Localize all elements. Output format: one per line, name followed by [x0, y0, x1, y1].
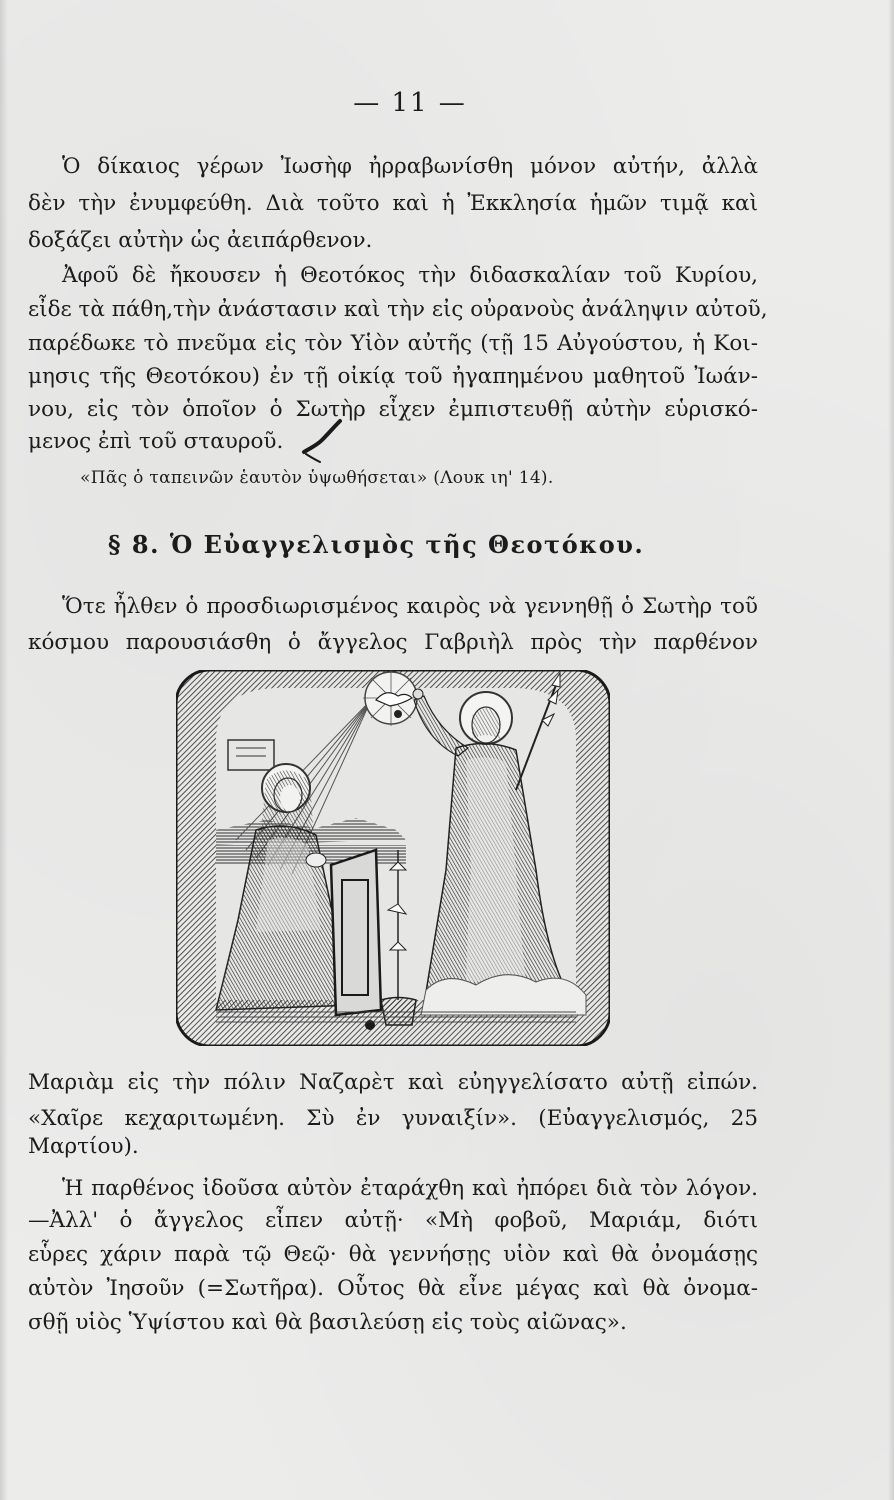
paragraph-2-line-1: Ἀφοῦ δὲ ἤκουσεν ἡ Θεοτόκος τὴν διδασκαλίαν τοῦ Κυρίου, — [62, 263, 758, 288]
paragraph-1-line-1: Ὁ δίκαιος γέρων Ἰωσὴφ ἠρραβωνίσθη μόνον αὐτήν, ἀλλὰ — [62, 154, 758, 179]
page-edge-right — [888, 0, 894, 1500]
section-heading: § 8. Ὁ Εὐαγγελισμὸς τῆς Θεοτόκου. — [108, 530, 645, 559]
paragraph-2-line-2: εἶδε τὰ πάθη,τὴν ἀνάστασιν καὶ τὴν εἰς οὐρανοὺς ἀνάληψιν αὐτοῦ, — [28, 297, 768, 322]
paragraph-3-line-1: Ὅτε ἦλθεν ὁ προσδιωρισμένος καιρὸς νὰ γεννηθῇ ὁ Σωτὴρ τοῦ — [62, 594, 758, 619]
page-edge-left — [0, 0, 8, 1500]
paragraph-2-line-4: μησις τῆς Θεοτόκου) ἐν τῇ οἰκίᾳ τοῦ ἠγαπημένου μαθητοῦ Ἰωάν- — [28, 364, 758, 389]
paragraph-5-line-5: σθῇ υἱὸς Ὑψίστου καὶ θὰ βασιλεύσῃ εἰς τοὺς αἰῶνας». — [28, 1310, 627, 1335]
paragraph-2-line-5: νου, εἰς τὸν ὁποῖον ὁ Σωτὴρ εἶχεν ἐμπιστευθῇ αὐτὴν εὑρισκό- — [28, 397, 758, 422]
paragraph-4-line-1: Μαριὰμ εἰς τὴν πόλιν Ναζαρὲτ καὶ εὐηγγελίσατο αὐτῇ εἰπών. — [28, 1070, 758, 1095]
paragraph-2-line-3: παρέδωκε τὸ πνεῦμα εἰς τὸν Υἱὸν αὐτῆς (τῇ 15 Αὐγούστου, ἡ Κοι- — [28, 331, 758, 356]
paragraph-5-line-1: Ἡ παρθένος ἰδοῦσα αὐτὸν ἐταράχθη καὶ ἠπόρει διὰ τὸν λόγον. — [62, 1176, 758, 1201]
paragraph-5-line-2: —Ἀλλ' ὁ ἄγγελος εἶπεν αὐτῇ· «Μὴ φοβοῦ, Μαριάμ, διότι — [28, 1208, 758, 1233]
paragraph-3-line-2: κόσμου παρουσιάσθη ὁ ἄγγελος Γαβριὴλ πρὸς τὴν παρθένον — [28, 630, 758, 655]
paragraph-1-line-2: δὲν τὴν ἐνυμφεύθη. Διὰ τοῦτο καὶ ἡ Ἐκκλησία ἡμῶν τιμᾷ καὶ — [28, 191, 758, 216]
paragraph-5-line-4: αὐτὸν Ἰησοῦν (=Σωτῆρα). Οὗτος θὰ εἶνε μέγας καὶ θὰ ὀνομα- — [28, 1276, 758, 1301]
scripture-quote: «Πᾶς ὁ ταπεινῶν ἑαυτὸν ὑψωθήσεται» (Λουκ ιη' 14). — [80, 468, 554, 488]
annunciation-engraving — [176, 670, 610, 1046]
paragraph-2-line-6: μενος ἐπὶ τοῦ σταυροῦ. — [28, 429, 284, 454]
paragraph-4-line-3: Μαρτίου). — [28, 1134, 139, 1159]
page-number: — 11 — — [353, 88, 467, 118]
paragraph-5-line-3: εὗρες χάριν παρὰ τῷ Θεῷ· θὰ γεννήσῃς υἱὸν καὶ θὰ ὀνομάσῃς — [28, 1242, 758, 1267]
pen-check-mark — [300, 418, 344, 464]
paragraph-4-line-2: «Χαῖρε κεχαριτωμένη. Σὺ ἐν γυναιξίν». (Εὐαγγελισμός, 25 — [28, 1106, 758, 1131]
paragraph-1-line-3: δοξάζει αὐτὴν ὡς ἀειπάρθενον. — [28, 228, 373, 253]
